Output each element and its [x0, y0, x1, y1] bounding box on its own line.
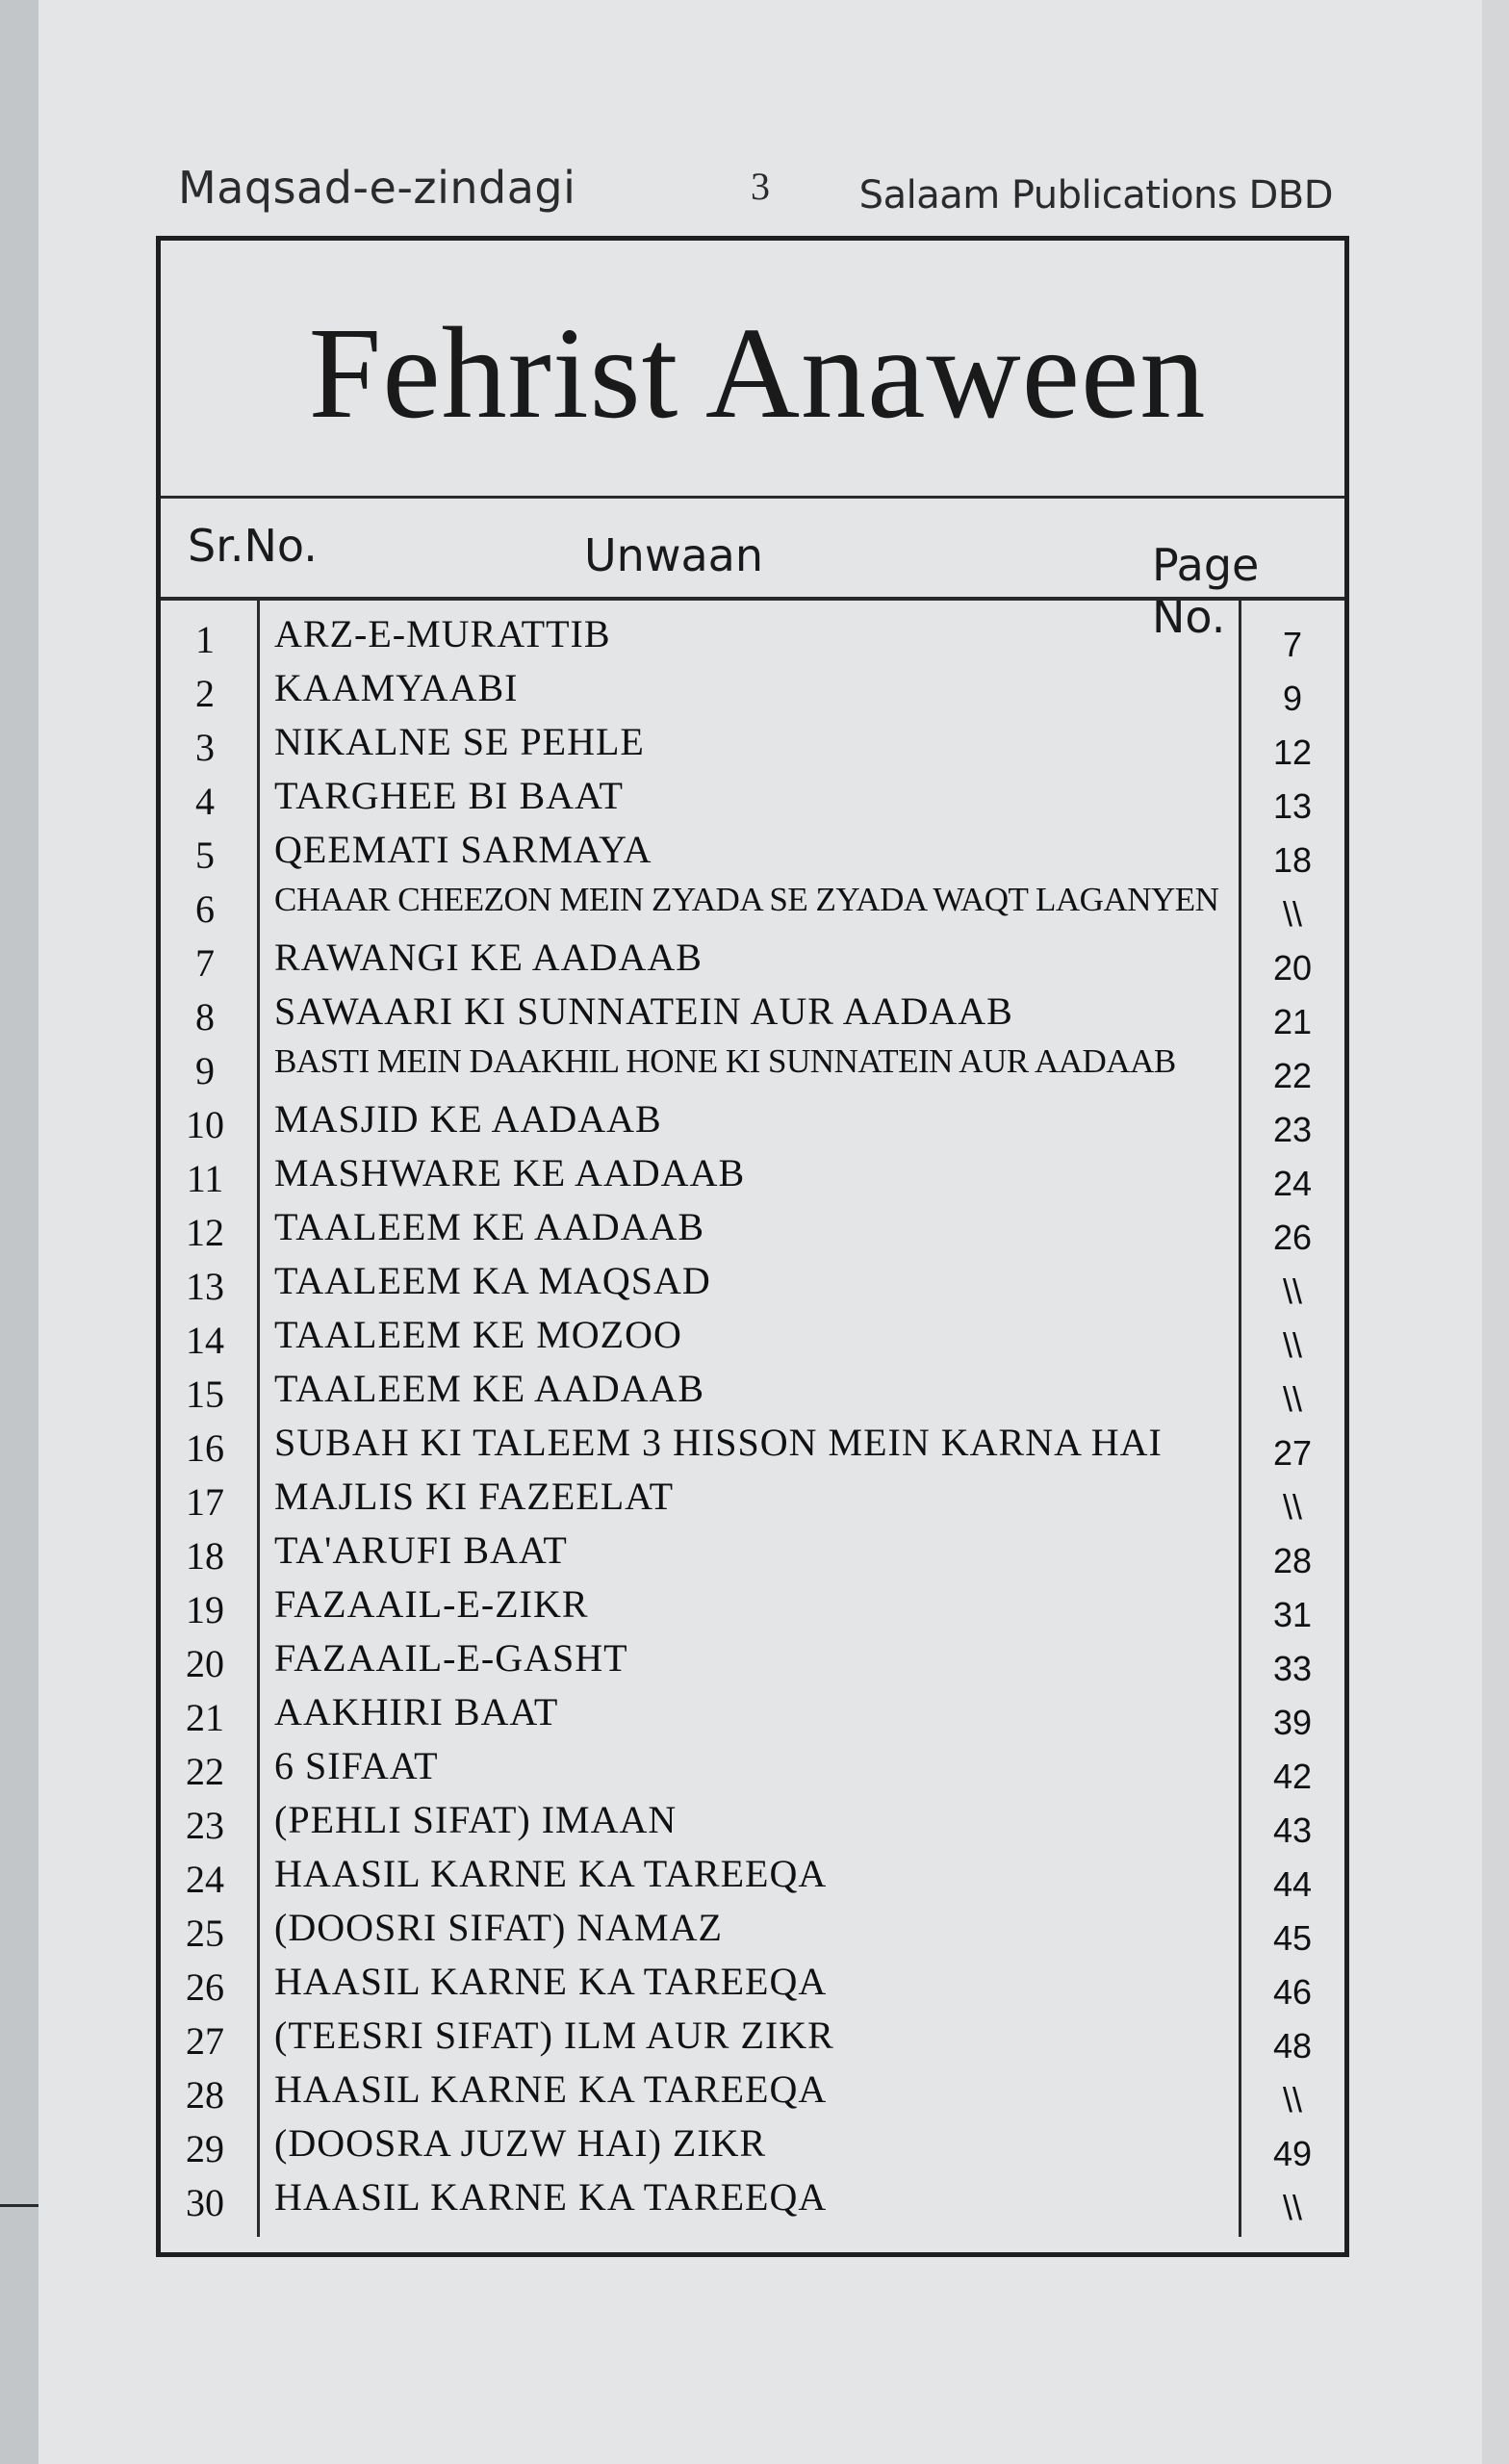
chapter-title: MASHWARE KE AADAAB — [274, 1151, 746, 1194]
page-number-cell: 39 — [1272, 1703, 1313, 1742]
serial-number: 23 — [186, 1804, 224, 1847]
serial-number: 1 — [195, 618, 215, 661]
table-row — [161, 1635, 1344, 1689]
title-divider — [161, 496, 1344, 499]
serial-number: 11 — [186, 1157, 224, 1200]
serial-number: 9 — [195, 1049, 215, 1092]
chapter-title: MASJID KE AADAAB — [274, 1097, 662, 1141]
serial-number: 17 — [186, 1480, 224, 1524]
serial-number: 13 — [186, 1265, 224, 1308]
page-number-cell: 24 — [1272, 1164, 1313, 1203]
serial-number: 20 — [186, 1642, 224, 1685]
table-row — [161, 1042, 1344, 1096]
page-number-cell: 31 — [1272, 1595, 1313, 1634]
table-row — [161, 988, 1344, 1042]
page-number-cell: 12 — [1272, 732, 1313, 772]
chapter-title: MAJLIS KI FAZEELAT — [274, 1475, 675, 1518]
serial-number: 28 — [186, 2073, 224, 2117]
table-row — [161, 773, 1344, 827]
book-page — [38, 0, 1482, 2464]
chapter-title: TAALEEM KE MOZOO — [274, 1313, 682, 1356]
page-number-cell: 18 — [1272, 840, 1313, 880]
serial-number: 16 — [186, 1426, 224, 1470]
page-number-cell: \\ — [1282, 1271, 1302, 1311]
table-row — [161, 1743, 1344, 1797]
serial-number: 19 — [186, 1588, 224, 1631]
chapter-title: CHAAR CHEEZON MEIN ZYADA SE ZYADA WAQT LAGANYEN — [274, 881, 1219, 918]
chapter-title: (PEHLI SIFAT) IMAAN — [274, 1798, 678, 1841]
column-header-sr-no: Sr.No. — [188, 520, 318, 572]
running-header — [178, 162, 1333, 229]
chapter-title: TAALEEM KE AADAAB — [274, 1367, 705, 1410]
page-number-cell: \\ — [1282, 1487, 1302, 1527]
table-row — [161, 827, 1344, 881]
chapter-title: HAASIL KARNE KA TAREEQA — [274, 2067, 828, 2111]
serial-number: 30 — [186, 2181, 224, 2224]
table-row — [161, 1851, 1344, 1905]
chapter-title: HAASIL KARNE KA TAREEQA — [274, 1852, 828, 1895]
serial-number: 8 — [195, 995, 215, 1039]
page-number-cell: 13 — [1272, 786, 1313, 826]
table-row — [161, 1420, 1344, 1474]
table-row — [161, 1797, 1344, 1851]
serial-number: 12 — [186, 1211, 224, 1254]
page-number-cell: 33 — [1272, 1649, 1313, 1688]
page-number-cell: 26 — [1272, 1218, 1313, 1257]
serial-number: 4 — [195, 780, 215, 823]
page-number: 3 — [751, 165, 770, 208]
serial-number: 6 — [195, 887, 215, 931]
page-number-cell: 46 — [1272, 1972, 1313, 2012]
publisher: Salaam Publications DBD — [858, 173, 1333, 218]
table-row — [161, 1959, 1344, 2013]
page-number-cell: \\ — [1282, 1379, 1302, 1419]
page-number-cell: 49 — [1272, 2134, 1313, 2173]
serial-number: 10 — [186, 1103, 224, 1146]
chapter-title: RAWANGI KE AADAAB — [274, 936, 703, 979]
chapter-title: TARGHEE BI BAAT — [274, 774, 624, 817]
chapter-title: TA'ARUFI BAAT — [274, 1528, 568, 1572]
table-row — [161, 665, 1344, 719]
serial-number: 27 — [186, 2019, 224, 2063]
chapter-title: HAASIL KARNE KA TAREEQA — [274, 1960, 828, 2003]
table-row — [161, 2066, 1344, 2120]
table-row — [161, 1150, 1344, 1204]
table-row — [161, 1527, 1344, 1581]
page-number-cell: \\ — [1282, 2080, 1302, 2119]
serial-number: 22 — [186, 1750, 224, 1793]
chapter-title: (DOOSRA JUZW HAI) ZIKR — [274, 2121, 767, 2165]
page-number-cell: 22 — [1272, 1056, 1313, 1095]
contents-table — [156, 236, 1349, 2257]
table-row — [161, 2120, 1344, 2174]
table-row — [161, 1096, 1344, 1150]
chapter-title: SUBAH KI TALEEM 3 HISSON MEIN KARNA HAI — [274, 1421, 1163, 1464]
serial-number: 21 — [186, 1696, 224, 1739]
header-divider — [161, 597, 1344, 601]
table-row — [161, 1204, 1344, 1258]
page-number-cell: 28 — [1272, 1541, 1313, 1580]
page-number-cell: 42 — [1272, 1757, 1313, 1796]
chapter-title: ARZ-E-MURATTIB — [274, 612, 611, 655]
chapter-title: FAZAAIL-E-ZIKR — [274, 1582, 589, 1626]
chapter-title: KAAMYAABI — [274, 666, 519, 709]
table-row — [161, 1905, 1344, 1959]
serial-number: 24 — [186, 1858, 224, 1901]
page-number-cell: 20 — [1272, 948, 1313, 988]
serial-number: 15 — [186, 1373, 224, 1416]
column-header-unwaan: Unwaan — [584, 529, 763, 581]
page-number-cell: \\ — [1282, 1325, 1302, 1365]
serial-number: 25 — [186, 1912, 224, 1955]
chapter-title: NIKALNE SE PEHLE — [274, 720, 645, 763]
contents-rows — [161, 611, 1344, 2228]
serial-number: 18 — [186, 1534, 224, 1578]
chapter-title: BASTI MEIN DAAKHIL HONE KI SUNNATEIN AUR AADAAB — [274, 1042, 1176, 1080]
chapter-title: SAWAARI KI SUNNATEIN AUR AADAAB — [274, 989, 1013, 1033]
table-row — [161, 2013, 1344, 2066]
chapter-title: 6 SIFAAT — [274, 1744, 439, 1787]
table-row — [161, 1258, 1344, 1312]
table-row — [161, 1312, 1344, 1366]
page-number-cell: 45 — [1272, 1918, 1313, 1958]
serial-number: 5 — [195, 834, 215, 877]
page-number-cell: 27 — [1272, 1433, 1313, 1473]
chapter-title: (TEESRI SIFAT) ILM AUR ZIKR — [274, 2014, 834, 2057]
underlying-page-rule — [0, 2204, 38, 2226]
table-row — [161, 1581, 1344, 1635]
table-row — [161, 719, 1344, 773]
chapter-title: HAASIL KARNE KA TAREEQA — [274, 2175, 828, 2219]
page-number-cell: 43 — [1272, 1810, 1313, 1850]
column-header-page-no: Page No. — [1152, 539, 1260, 643]
page-number-cell: 23 — [1272, 1110, 1313, 1149]
chapter-title: TAALEEM KE AADAAB — [274, 1205, 705, 1248]
page-number-cell: 21 — [1272, 1002, 1313, 1041]
serial-number: 2 — [195, 672, 215, 715]
page-number-cell: 48 — [1272, 2026, 1313, 2066]
serial-number: 7 — [195, 941, 215, 985]
page-number-cell: 7 — [1282, 625, 1303, 664]
table-row — [161, 935, 1344, 988]
table-row — [161, 1474, 1344, 1527]
serial-number: 29 — [186, 2127, 224, 2170]
page-number-cell: 44 — [1272, 1864, 1313, 1904]
book-title: Maqsad-e-zindagi — [178, 162, 576, 214]
serial-number: 26 — [186, 1965, 224, 2009]
serial-number: 3 — [195, 726, 215, 769]
serial-number: 14 — [186, 1319, 224, 1362]
page-number-cell: 9 — [1282, 679, 1303, 718]
chapter-title: (DOOSRI SIFAT) NAMAZ — [274, 1906, 723, 1949]
chapter-title: FAZAAIL-E-GASHT — [274, 1636, 628, 1680]
table-row — [161, 1689, 1344, 1743]
contents-title: Fehrist Anaween — [308, 301, 1207, 446]
page-number-cell: \\ — [1282, 894, 1302, 934]
chapter-title: TAALEEM KA MAQSAD — [274, 1259, 711, 1302]
chapter-title: QEEMATI SARMAYA — [274, 828, 652, 871]
page-number-cell: \\ — [1282, 2188, 1302, 2227]
table-row — [161, 881, 1344, 935]
table-row — [161, 1366, 1344, 1420]
table-row — [161, 611, 1344, 665]
chapter-title: AAKHIRI BAAT — [274, 1690, 559, 1733]
table-row — [161, 2174, 1344, 2228]
